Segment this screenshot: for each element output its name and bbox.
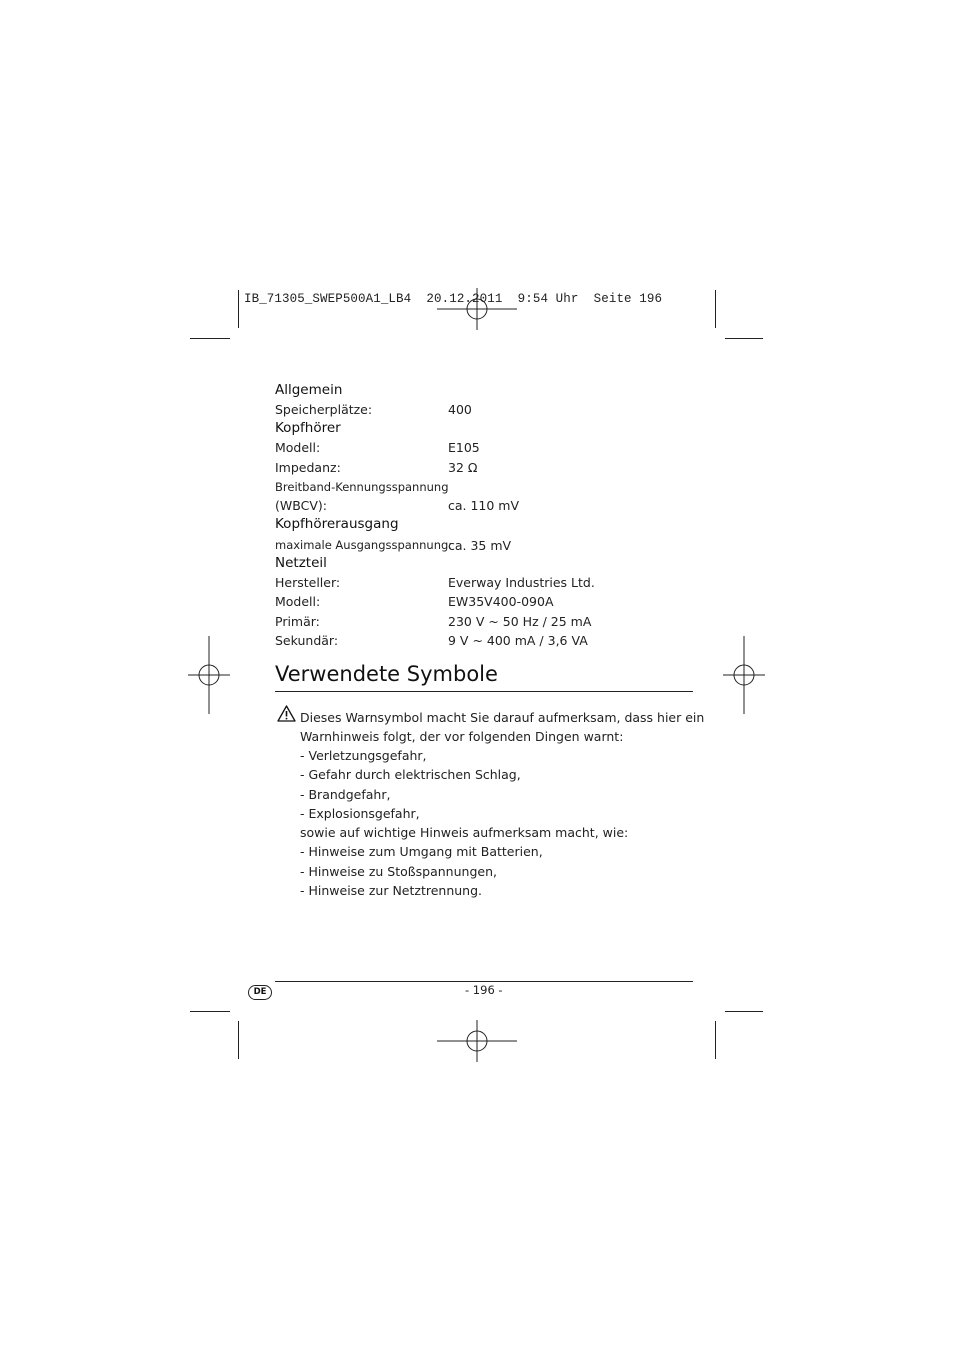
symbol-list-item: - Hinweise zur Netztrennung. xyxy=(300,883,482,898)
section-title-kopfhoerer: Kopfhörer xyxy=(275,420,341,436)
spec-label: Breitband-Kennungsspannung xyxy=(275,480,449,494)
symbol-list-item: - Hinweise zu Stoßspannungen, xyxy=(300,864,497,879)
spec-label: (WBCV): xyxy=(275,498,327,513)
section-title-netzteil: Netzteil xyxy=(275,555,327,571)
language-badge: DE xyxy=(248,985,272,1000)
symbol-text-line: Warnhinweis folgt, der vor folgenden Dingen warnt: xyxy=(300,729,624,744)
spec-value: 32 Ω xyxy=(448,460,478,475)
spec-row xyxy=(275,480,449,494)
spec-row xyxy=(275,498,520,513)
section-title-allgemein: Allgemein xyxy=(275,382,343,398)
section-heading-symbole: Verwendete Symbole xyxy=(275,662,498,686)
spec-row xyxy=(275,633,588,648)
crop-mark xyxy=(715,290,716,328)
crop-mark xyxy=(190,338,230,339)
spec-value: EW35V400-090A xyxy=(448,594,554,609)
page-number: - 196 - xyxy=(465,983,503,997)
spec-row xyxy=(275,614,592,629)
spec-value: ca. 110 mV xyxy=(448,498,520,513)
spec-row xyxy=(275,402,472,417)
spec-label: Primär: xyxy=(275,614,320,629)
symbol-text-line: Dieses Warnsymbol macht Sie darauf aufmerksam, dass hier ein xyxy=(300,710,705,725)
spec-label: Sekundär: xyxy=(275,633,339,648)
crop-mark xyxy=(725,338,763,339)
spec-value: E105 xyxy=(448,440,480,455)
footer-rule xyxy=(275,981,693,982)
symbol-list-item: - Hinweise zum Umgang mit Batterien, xyxy=(300,844,543,859)
symbol-list-item: - Explosionsgefahr, xyxy=(300,806,420,821)
crop-mark xyxy=(725,1011,763,1012)
registration-mark-icon xyxy=(437,288,517,330)
spec-label: Modell: xyxy=(275,594,321,609)
crop-mark xyxy=(715,1021,716,1059)
spec-value: 400 xyxy=(448,402,472,417)
spec-value: 230 V ~ 50 Hz / 25 mA xyxy=(448,614,592,629)
section-title-kopfhoererausgang: Kopfhörerausgang xyxy=(275,516,399,532)
spec-row xyxy=(275,440,480,455)
heading-rule xyxy=(275,691,693,692)
spec-label: Hersteller: xyxy=(275,575,341,590)
spec-value: Everway Industries Ltd. xyxy=(448,575,595,590)
crop-mark xyxy=(238,290,239,328)
print-slug: IB_71305_SWEP500A1_LB4 20.12.2011 9:54 Uhr Seite 196 xyxy=(244,292,663,306)
spec-label: Impedanz: xyxy=(275,460,341,475)
spec-row xyxy=(275,594,554,609)
registration-mark-icon xyxy=(188,636,230,714)
registration-mark-icon xyxy=(723,636,765,714)
spec-label: maximale Ausgangsspannung: xyxy=(275,538,453,552)
spec-value: 9 V ~ 400 mA / 3,6 VA xyxy=(448,633,588,648)
warning-triangle-icon xyxy=(277,705,296,722)
crop-mark xyxy=(190,1011,230,1012)
spec-label: Speicherplätze: xyxy=(275,402,373,417)
registration-mark-icon xyxy=(437,1020,517,1062)
crop-mark xyxy=(238,1021,239,1059)
spec-label: Modell: xyxy=(275,440,321,455)
symbol-list-item: - Verletzungsgefahr, xyxy=(300,748,427,763)
spec-row xyxy=(275,575,595,590)
symbol-text-line: sowie auf wichtige Hinweis aufmerksam macht, wie: xyxy=(300,825,629,840)
symbol-list-item: - Brandgefahr, xyxy=(300,787,391,802)
spec-row xyxy=(275,460,478,475)
spec-value: ca. 35 mV xyxy=(448,538,512,553)
symbol-list-item: - Gefahr durch elektrischen Schlag, xyxy=(300,767,521,782)
spec-row xyxy=(275,538,512,553)
